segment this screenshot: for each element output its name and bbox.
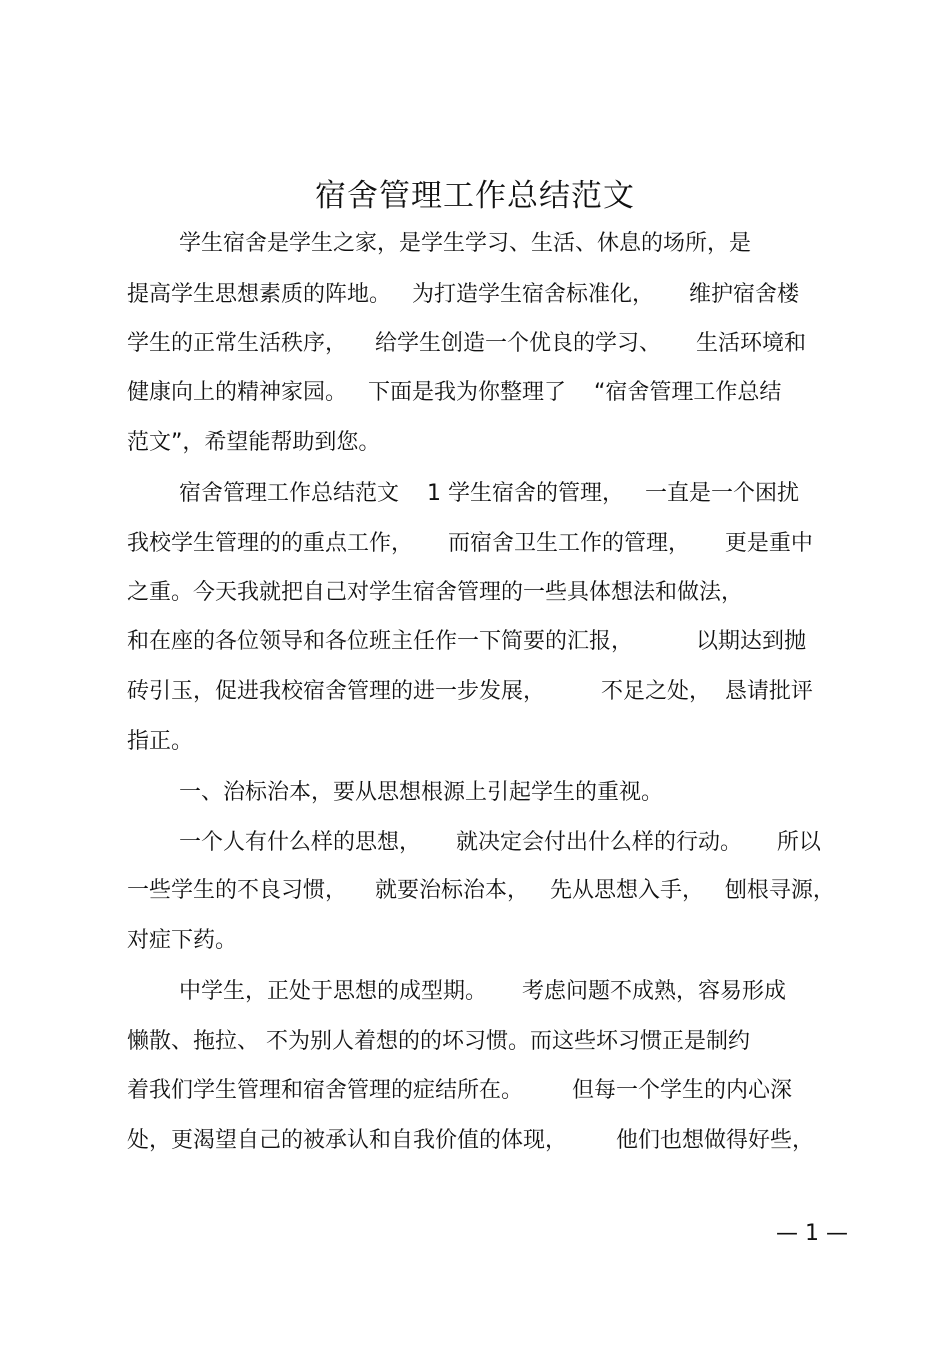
- body-line: 懒散、拖拉、 不为别人着想的的坏习惯。而这些坏习惯正是制约: [127, 1029, 750, 1054]
- body-line: 砖引玉，促进我校宿舍管理的进一步发展， 不足之处， 恳请批评: [127, 679, 813, 704]
- body-line: 之重。今天我就把自己对学生宿舍管理的一些具体想法和做法，: [127, 580, 744, 605]
- body-line: 我校学生管理的的重点工作， 而宿舍卫生工作的管理， 更是重中: [127, 531, 813, 556]
- body-line: 和在座的各位领导和各位班主任作一下简要的汇报， 以期达到抛: [127, 629, 806, 654]
- body-line: 学生的正常生活秩序， 给学生创造一个优良的学习、 生活环境和: [127, 331, 806, 356]
- document-title: 宿舍管理工作总结范文: [315, 178, 635, 214]
- body-line: 一个人有什么样的思想， 就决定会付出什么样的行动。 所以: [179, 830, 821, 855]
- body-line: 宿舍管理工作总结范文 1 学生宿舍的管理， 一直是一个困扰: [179, 481, 799, 506]
- page-number: — 1 —: [776, 1221, 848, 1246]
- body-line: 一些学生的不良习惯， 就要治标治本， 先从思想入手， 刨根寻源，: [127, 878, 835, 903]
- body-line: 中学生，正处于思想的成型期。 考虑问题不成熟，容易形成: [179, 979, 786, 1004]
- body-line: 对症下药。: [127, 928, 238, 953]
- body-line: 提高学生思想素质的阵地。 为打造学生宿舍标准化， 维护宿舍楼: [127, 282, 799, 307]
- body-line: 着我们学生管理和宿舍管理的症结所在。 但每一个学生的内心深: [127, 1078, 792, 1103]
- body-line: 处，更渴望自己的被承认和自我价值的体现， 他们也想做得好些，: [127, 1128, 814, 1153]
- body-line: 健康向上的精神家园。 下面是我为你整理了 “宿舍管理工作总结: [127, 380, 782, 405]
- body-line: 一、治标治本，要从思想根源上引起学生的重视。: [179, 780, 664, 805]
- body-line: 指正。: [127, 729, 194, 754]
- body-line: 范文”，希望能帮助到您。: [127, 430, 381, 455]
- body-line: 学生宿舍是学生之家，是学生学习、生活、休息的场所，是: [179, 231, 752, 256]
